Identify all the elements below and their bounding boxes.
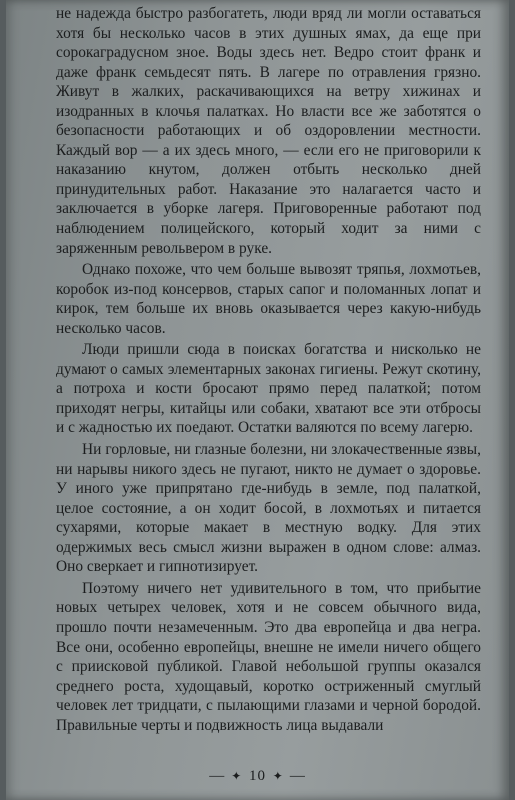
footer-dash-left: —: [209, 768, 226, 784]
paragraph-2: Однако похоже, что чем больше вывозят тряпья, лохмотьев, коробок из-под консервов, старых сапог и поломанных лопат и кирок, тем больше их вновь оказывается через какую-нибудь несколько часов.: [56, 261, 481, 337]
page-number: 10: [249, 768, 266, 784]
footer-dash-right: —: [289, 768, 306, 784]
paragraph-4: Ни горловые, ни глазные болезни, ни злокачественные язвы, ни нарывы никого здесь не пугают, никто не думает о здоровье. У иного уже припрятано где-нибудь в земле, под палаткой, целое состояние, а он ходит босой, в лохмотьях и питается сухарями, которые макает в местную водку. Для этих одержимых весь смысл жизни выражен в одном слове: алмаз. Оно сверкает и гипнотизирует.: [56, 441, 481, 576]
ornament-right-icon: ✦: [272, 769, 284, 783]
paragraph-5: Поэтому ничего нет удивительного в том, что прибытие новых четырех человек, хотя и не совсем обычного вида, прошло почти незамеченным. Это два европейца и два негра. Все они, особенно европейцы, внешне не имели ничего общего с приисковой публикой. Главой небольшой группы оказался среднего роста, худощавый, коротко остриженный смуглый человек лет тридцати, с пылающими глазами и черной бородой. Правильные черты и подвижность лица выдавали: [56, 579, 481, 734]
paragraph-1: не надежда быстро разбогатеть, люди вряд ли могли оставаться хотя бы несколько часов в этих душных ямах, да еще при сорокаградусном зное. Воды здесь нет. Ведро стоит франк и даже франк семьдесят пять. В лагере по отравления грязно. Живут в жалких, раскачивающихся на ветру хижинах и изодранных в клочья палатках. Но власти все же заботятся о безопасности работающих и об оздоровлении местности. Каждый вор — а их здесь много, — если его не приговорили к наказанию кнутом, должен отбыть несколько дней принудительных работ. Наказание это налагается часто и заключается в уборке лагеря. Приговоренные работают под наблюдением полицейского, который ходит за ними с заряженным револьвером в руке.: [56, 5, 481, 257]
book-page: [6, 0, 509, 800]
paragraph-3: Люди пришли сюда в поисках богатства и нисколько не думают о самых элементарных законах гигиены. Режут скотину, а потроха и кости бросают прямо перед палаткой; потом приходят негры, китайцы или собаки, хватают все эти отбросы и с жадностью их поедают. Остатки валяются по всему лагерю.: [56, 341, 481, 437]
body-text: [56, 4, 481, 735]
ornament-left-icon: ✦: [231, 769, 243, 783]
page-footer: [6, 768, 509, 785]
